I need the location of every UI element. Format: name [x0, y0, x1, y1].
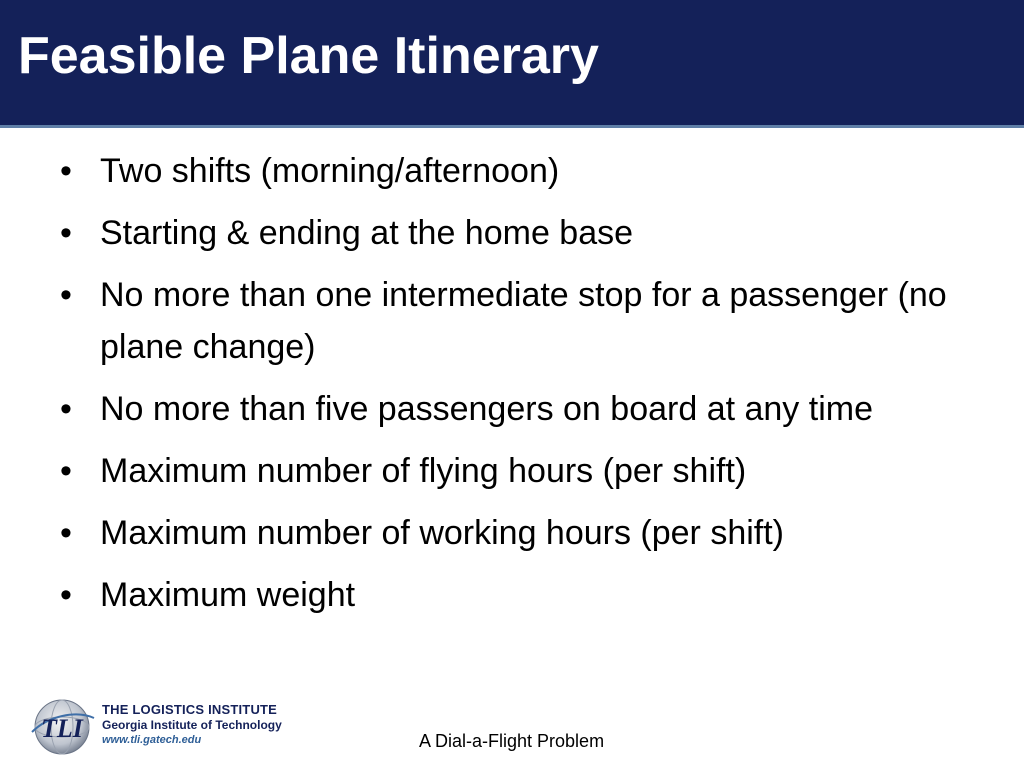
logo-website: www.tli.gatech.edu [102, 734, 202, 746]
bullet-text: Maximum number of working hours (per shift) [100, 514, 785, 552]
logo-university-name: Georgia Institute of Technology [102, 718, 282, 732]
bullet-marker: • [60, 390, 72, 428]
bullet-marker: • [60, 152, 72, 190]
bullet-text: No more than five passengers on board at any time [100, 390, 873, 428]
bullet-item [56, 445, 956, 497]
tli-globe-icon [28, 696, 98, 758]
logistics-institute-logo [28, 696, 282, 758]
bullet-marker: • [60, 452, 72, 490]
bullet-marker: • [60, 576, 72, 614]
bullet-item [56, 269, 956, 373]
bullet-item [56, 207, 956, 259]
footer-caption: A Dial-a-Flight Problem [419, 731, 605, 751]
bullet-marker: • [60, 514, 72, 552]
title-bar [0, 0, 1024, 128]
bullet-text: Maximum number of flying hours (per shift) [100, 452, 747, 490]
bullet-text: No more than one intermediate stop for a passenger (no plane change) [100, 276, 947, 366]
bullet-list [56, 145, 956, 631]
bullet-marker: • [60, 276, 72, 314]
logo-text [102, 702, 282, 747]
bullet-item [56, 507, 956, 559]
logo-institute-name: THE LOGISTICS INSTITUTE [102, 702, 278, 717]
bullet-item [56, 383, 956, 435]
bullet-item [56, 145, 956, 197]
bullet-text: Maximum weight [100, 576, 356, 614]
bullet-text: Two shifts (morning/afternoon) [100, 152, 560, 190]
logo-mark-text: TLI [41, 714, 83, 743]
slide-title: Feasible Plane Itinerary [18, 27, 599, 85]
bullet-text: Starting & ending at the home base [100, 214, 634, 252]
bullet-marker: • [60, 214, 72, 252]
bullet-item [56, 569, 956, 621]
